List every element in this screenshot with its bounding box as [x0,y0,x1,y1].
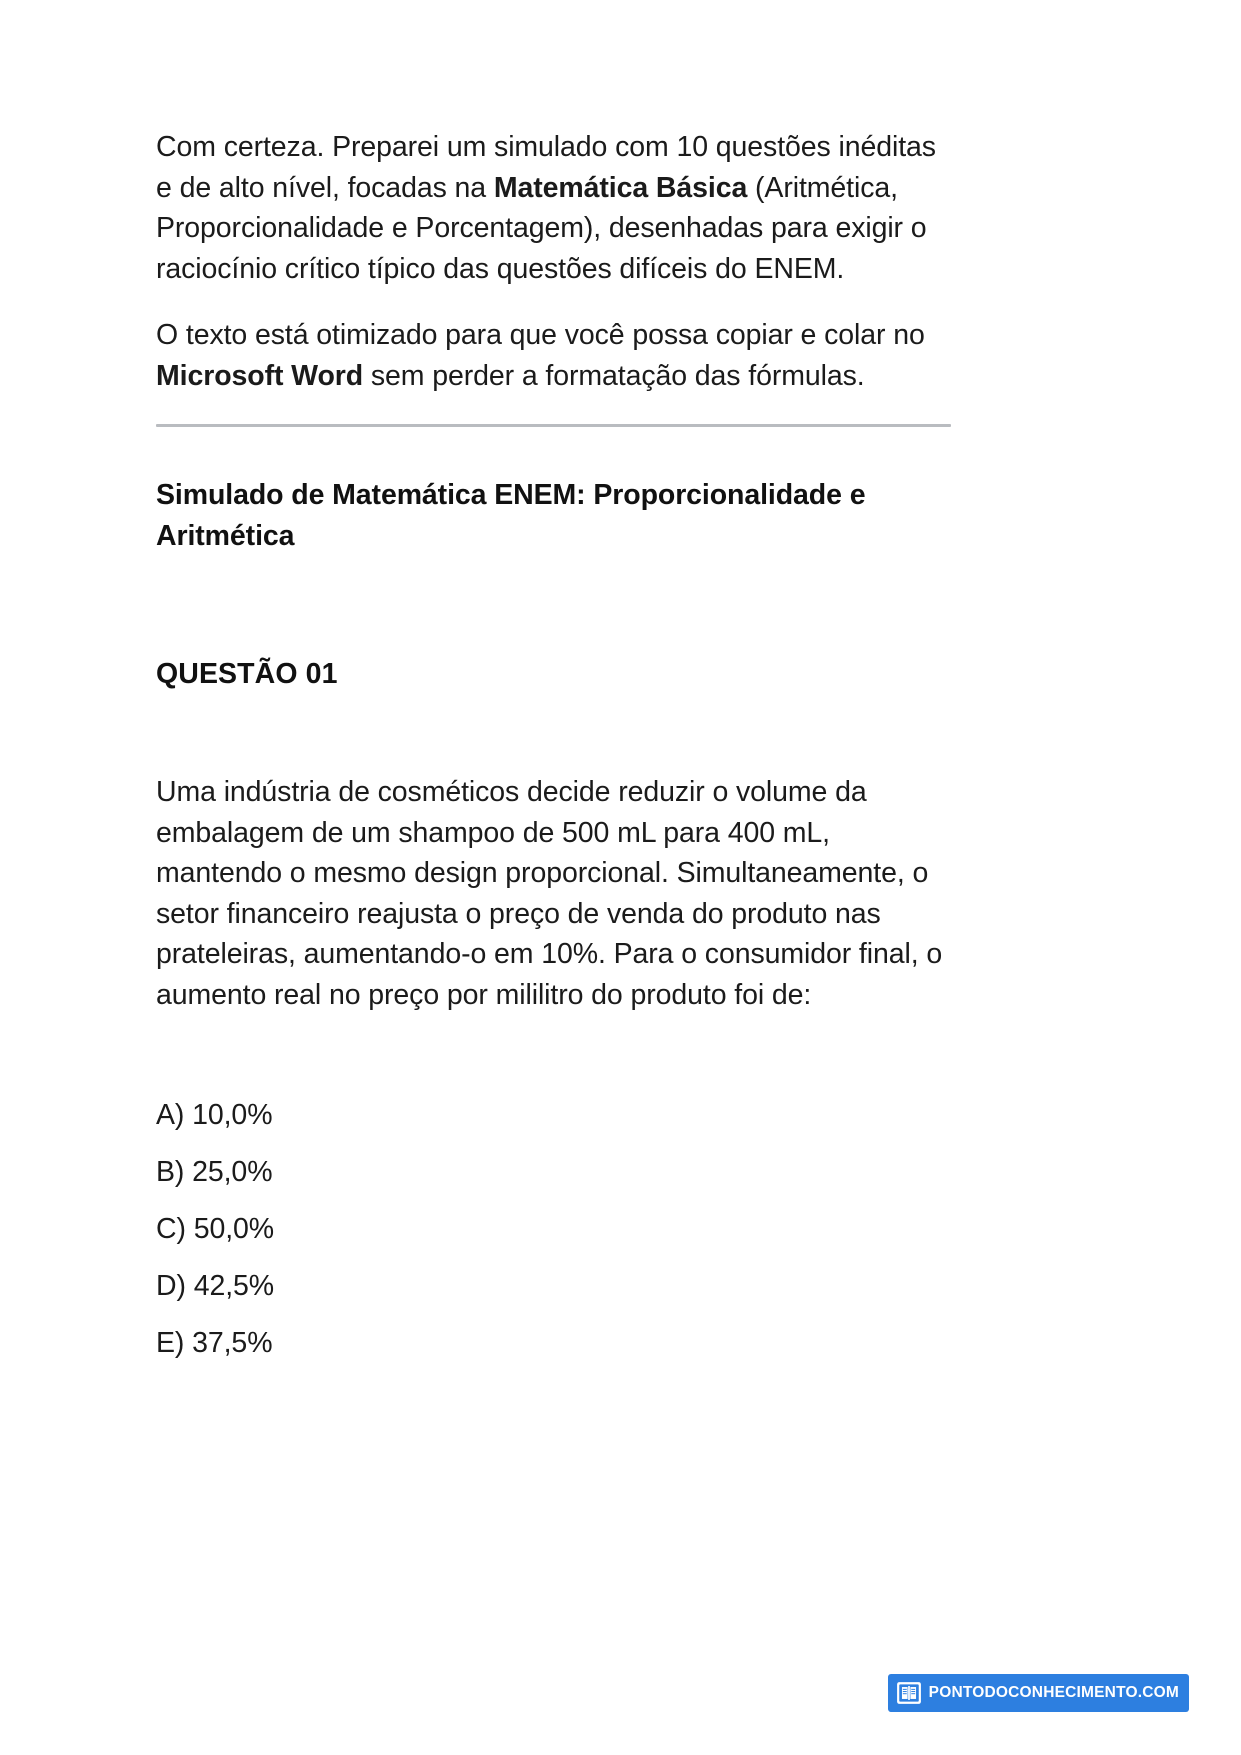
answer-options-list [156,1095,956,1363]
answer-option-a[interactable]: A) 10,0% [156,1099,273,1131]
answer-option-e[interactable]: E) 37,5% [156,1327,273,1359]
intro-paragraph-1-suffix: (Aritmética, Proporcionalidade e Porcentagem), desenhadas para exigir o raciocínio crítico típico das questões difíceis do ENEM. [156,171,927,285]
question-statement: Uma indústria de cosméticos decide reduzir o volume da embalagem de um shampoo de 500 mL para 400 mL, mantendo o mesmo design proporcional. Simultaneamente, o setor financeiro reajusta o preço de venda do produto nas prateleiras, aumentando-o em 10%. Para o consumidor final, o aumento real no preço por mililitro do produto foi de: [156,776,943,1011]
question-statement-block [156,772,956,1015]
intro-paragraph-2-prefix: O texto está otimizado para que você possa copiar e colar no [156,319,925,351]
watermark-badge [888,1674,1189,1712]
document-content [156,0,956,1380]
intro-paragraph-1-prefix: Com certeza. Preparei um simulado com 10 questões inéditas e de alto nível, focadas na [156,131,936,204]
intro-paragraph-2 [156,315,956,396]
answer-option-d[interactable]: D) 42,5% [156,1270,275,1302]
answer-option-b[interactable]: B) 25,0% [156,1156,273,1188]
intro-block [156,127,956,396]
intro-paragraph-2-suffix: sem perder a formatação das fórmulas. [363,359,865,392]
intro-paragraph-1-bold: Matemática Básica [493,171,748,204]
intro-paragraph-2-bold: Microsoft Word [156,359,364,392]
page-title: Simulado de Matemática ENEM: Proporcionalidade e Aritmética [156,479,866,552]
watermark-text: PONTODOCONHECIMENTO.COM [928,1684,1179,1701]
book-icon [896,1680,922,1706]
question-number-heading: QUESTÃO 01 [156,658,338,690]
section-divider [156,424,951,427]
answer-option-c[interactable]: C) 50,0% [156,1213,275,1245]
intro-paragraph-1 [156,127,956,289]
